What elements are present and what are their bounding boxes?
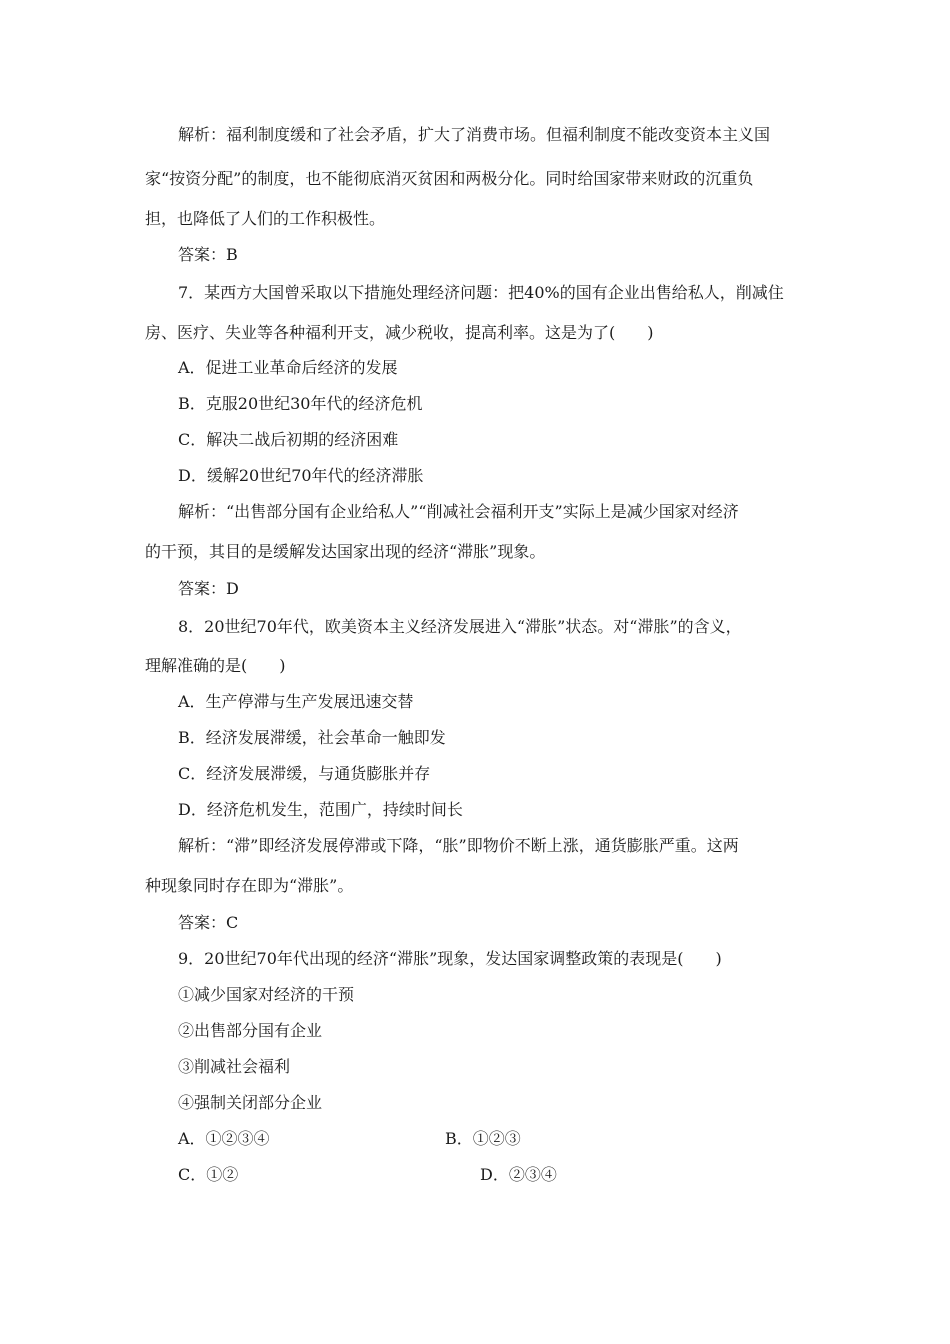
q9-option-a: A．①②③④ — [178, 1129, 270, 1148]
q9-option-d: D．②③④ — [480, 1165, 557, 1184]
q7-analysis-line-2: 的干预，其目的是缓解发达国家出现的经济“滞胀”现象。 — [145, 542, 546, 561]
q9-option-b: B．①②③ — [445, 1129, 521, 1148]
q8-analysis-line-1: 解析：“滞”即经济发展停滞或下降，“胀”即物价不断上涨，通货膨胀严重。这两 — [178, 836, 739, 855]
q8-stem-line-1: 8．20世纪70年代，欧美资本主义经济发展进入“滞胀”状态。对“滞胀”的含义， — [178, 617, 742, 636]
q7-option-b: B．克服20世纪30年代的经济危机 — [178, 394, 423, 413]
q8-option-a: A．生产停滞与生产发展迅速交替 — [178, 692, 414, 711]
q7-option-a: A．促进工业革命后经济的发展 — [178, 358, 398, 377]
q7-option-d: D．缓解20世纪70年代的经济滞胀 — [178, 466, 424, 485]
q8-option-b: B．经济发展滞缓，社会革命一触即发 — [178, 728, 446, 747]
q7-analysis-line-1: 解析：“出售部分国有企业给私人”“削减社会福利开支”实际上是减少国家对经济 — [178, 502, 739, 521]
q9-stem: 9．20世纪70年代出现的经济“滞胀”现象，发达国家调整政策的表现是( ) — [178, 949, 722, 968]
q8-answer: 答案：C — [178, 913, 239, 932]
q9-item-2: ②出售部分国有企业 — [178, 1021, 323, 1040]
q9-item-1: ①减少国家对经济的干预 — [178, 985, 355, 1004]
q6-analysis-line-1: 解析：福利制度缓和了社会矛盾，扩大了消费市场。但福利制度不能改变资本主义国 — [178, 125, 771, 144]
q9-item-3: ③削减社会福利 — [178, 1057, 291, 1076]
q8-option-d: D．经济危机发生，范围广，持续时间长 — [178, 800, 463, 819]
q6-analysis-line-2: 家“按资分配”的制度，也不能彻底消灭贫困和两极分化。同时给国家带来财政的沉重负 — [145, 169, 754, 188]
q8-analysis-line-2: 种现象同时存在即为“滞胀”。 — [145, 876, 354, 895]
q6-answer: 答案：B — [178, 245, 238, 264]
q6-analysis-line-3: 担，也降低了人们的工作积极性。 — [145, 209, 386, 228]
q7-option-c: C．解决二战后初期的经济困难 — [178, 430, 399, 449]
q9-item-4: ④强制关闭部分企业 — [178, 1093, 323, 1112]
q7-answer: 答案：D — [178, 579, 239, 598]
q9-option-c: C．①② — [178, 1165, 239, 1184]
q8-stem-line-2: 理解准确的是( ) — [145, 656, 286, 675]
q8-option-c: C．经济发展滞缓，与通货膨胀并存 — [178, 764, 431, 783]
q7-stem-line-1: 7．某西方大国曾采取以下措施处理经济问题：把40%的国有企业出售给私人，削减住 — [178, 283, 784, 302]
q7-stem-line-2: 房、医疗、失业等各种福利开支，减少税收，提高利率。这是为了( ) — [145, 323, 654, 342]
